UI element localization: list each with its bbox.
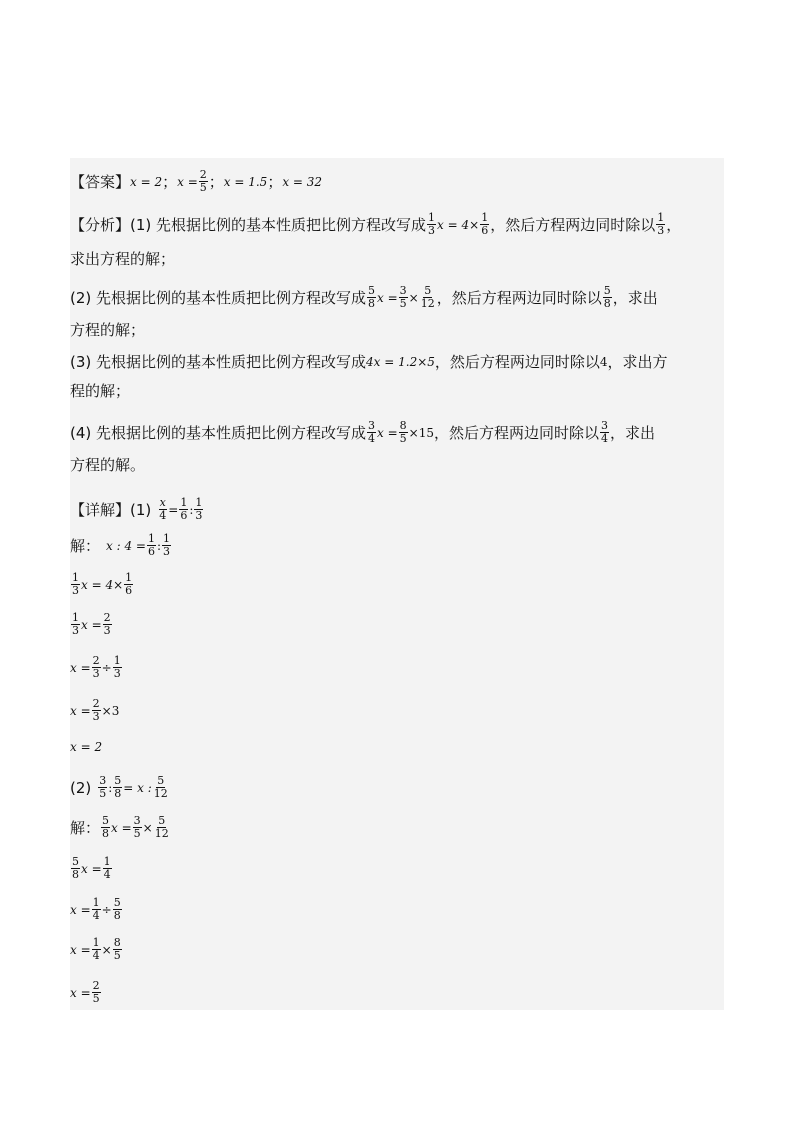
detail-step	[70, 655, 724, 680]
analysis-text: (3) 先根据比例的基本性质把比例方程改写成	[70, 353, 367, 371]
fraction: $\frac{2}{3}$	[92, 654, 100, 680]
fraction: $\frac{3}{5}$	[399, 284, 407, 310]
fraction: $\frac{3}{4}$	[601, 419, 609, 445]
detail-tag: 【详解】	[70, 500, 131, 519]
answer-4: x = 32	[282, 174, 323, 189]
analysis-text: (2) 先根据比例的基本性质把比例方程改写成	[70, 288, 367, 307]
analysis-text: 求出方程的解；	[70, 250, 176, 268]
fraction: $\frac{8}{5}$	[113, 936, 121, 962]
answer-3: x = 1.5	[223, 174, 268, 189]
fraction: $\frac{2}{3}$	[103, 611, 111, 637]
equation: x =	[70, 660, 91, 675]
analysis-text: ，求出	[610, 423, 656, 442]
operator: ×3	[101, 703, 120, 718]
fraction: $\frac{5}{8}$	[114, 774, 122, 800]
equation: x =	[70, 942, 91, 957]
operator: ÷	[101, 660, 112, 675]
fraction: $\frac{1}{6}$	[147, 532, 155, 558]
fraction: $\frac{5}{8}$	[368, 284, 376, 310]
detail-step	[70, 980, 724, 1005]
equation: x : 4 =	[106, 538, 146, 553]
answer-2-prefix: x =	[177, 174, 198, 189]
equation: = x :	[123, 780, 152, 795]
analysis-text: ，然后方程两边同时除以	[436, 288, 602, 307]
operator: ×	[142, 820, 153, 835]
solution-label: 解：	[70, 818, 101, 837]
analysis-p2	[70, 285, 724, 310]
fraction: $\frac{1}{3}$	[72, 611, 79, 637]
operator: ×	[408, 290, 419, 305]
equation: x =	[377, 290, 398, 305]
detail-step	[70, 815, 724, 840]
analysis-text: 方程的解。	[70, 456, 146, 474]
equation: x =	[70, 985, 91, 1000]
question-label: (2)	[70, 778, 92, 797]
fraction: $\frac{5}{8}$	[102, 814, 110, 840]
fraction: $\frac{1}{3}$	[72, 571, 79, 597]
analysis-text: ，	[666, 215, 682, 234]
equation: x = 4×	[81, 577, 124, 592]
fraction: $\frac{1}{6}$	[125, 571, 133, 597]
fraction: $\frac{5}{12}$	[154, 814, 169, 840]
fraction: $\frac{1}{6}$	[180, 496, 188, 522]
fraction: $\frac{8}{5}$	[399, 419, 407, 445]
analysis-text: ，求出方	[607, 353, 668, 371]
fraction: $\frac{1}{4}$	[92, 936, 100, 962]
analysis-p1	[70, 212, 724, 237]
equation: x = 4×	[437, 217, 480, 232]
analysis-text: ，然后方程两边同时除以	[434, 353, 600, 371]
equation: x = 2	[70, 740, 103, 754]
detail-q1	[70, 497, 724, 522]
fraction: $\frac{1}{3}$	[657, 211, 665, 237]
operator: ×	[101, 942, 112, 957]
detail-step	[70, 612, 724, 637]
answer-line	[70, 169, 724, 194]
detail-step	[70, 698, 724, 723]
analysis-p3-cont	[70, 381, 724, 401]
separator: ；	[162, 172, 178, 191]
fraction: $\frac{5}{12}$	[420, 284, 435, 310]
equation: 4x = 1.2×5	[366, 355, 435, 369]
operator: :	[189, 502, 194, 517]
detail-step	[70, 533, 724, 558]
equation: x =	[81, 861, 102, 876]
equation: x =	[377, 425, 398, 440]
fraction: $\frac{x}{4}$	[159, 496, 167, 522]
operator: :	[156, 538, 162, 553]
analysis-p1-cont	[70, 249, 724, 269]
fraction: $\frac{3}{4}$	[368, 419, 376, 445]
fraction: $\frac{1}{4}$	[92, 896, 100, 922]
fraction: $\frac{1}{3}$	[195, 496, 203, 522]
detail-step	[70, 737, 724, 757]
fraction: $\frac{2}{3}$	[92, 697, 100, 723]
answer-2-fraction: $\frac{2}{5}$	[199, 168, 207, 194]
detail-step	[70, 572, 724, 597]
analysis-p4	[70, 420, 724, 445]
operator: :	[108, 780, 113, 795]
equation: x =	[70, 703, 91, 718]
separator: ；	[267, 172, 283, 191]
fraction: $\frac{2}{5}$	[92, 979, 100, 1005]
separator: ；	[208, 172, 224, 191]
analysis-text: ，然后方程两边同时除以	[490, 215, 656, 234]
operator: ÷	[101, 902, 112, 917]
equation: x =	[81, 617, 102, 632]
analysis-text: (4) 先根据比例的基本性质把比例方程改写成	[70, 423, 367, 442]
analysis-text: 方程的解；	[70, 321, 146, 339]
answer-tag: 【答案】	[70, 172, 131, 191]
analysis-p4-cont	[70, 455, 724, 475]
equation: x =	[111, 820, 132, 835]
analysis-p3	[70, 352, 724, 372]
fraction: $\frac{5}{8}$	[603, 284, 611, 310]
detail-step	[70, 856, 724, 881]
operator: =	[168, 502, 179, 517]
fraction: $\frac{5}{8}$	[113, 896, 121, 922]
fraction: $\frac{1}{3}$	[163, 532, 171, 558]
answer-1: x = 2	[130, 174, 163, 189]
operator: ×15	[408, 425, 434, 440]
fraction: $\frac{3}{5}$	[99, 774, 107, 800]
fraction: $\frac{5}{8}$	[72, 855, 79, 881]
fraction: $\frac{1}{6}$	[481, 211, 489, 237]
analysis-text: ，求出	[612, 288, 658, 307]
fraction: $\frac{5}{12}$	[153, 774, 168, 800]
fraction: $\frac{3}{5}$	[133, 814, 141, 840]
analysis-text: ，然后方程两边同时除以	[434, 423, 600, 442]
analysis-tag: 【分析】	[70, 215, 131, 234]
question-label: (1)	[130, 500, 152, 519]
detail-step	[70, 937, 724, 962]
equation: x =	[70, 902, 91, 917]
solution-label: 解：	[70, 536, 101, 555]
fraction: $\frac{1}{4}$	[103, 855, 111, 881]
detail-step	[70, 897, 724, 922]
analysis-p2-cont	[70, 320, 724, 340]
analysis-text: (1) 先根据比例的基本性质把比例方程改写成	[130, 215, 427, 234]
fraction: $\frac{1}{3}$	[113, 654, 121, 680]
analysis-text: 程的解；	[70, 382, 131, 400]
number: 4	[599, 355, 608, 369]
detail-q2	[70, 775, 724, 800]
fraction: $\frac{1}{3}$	[428, 211, 436, 237]
